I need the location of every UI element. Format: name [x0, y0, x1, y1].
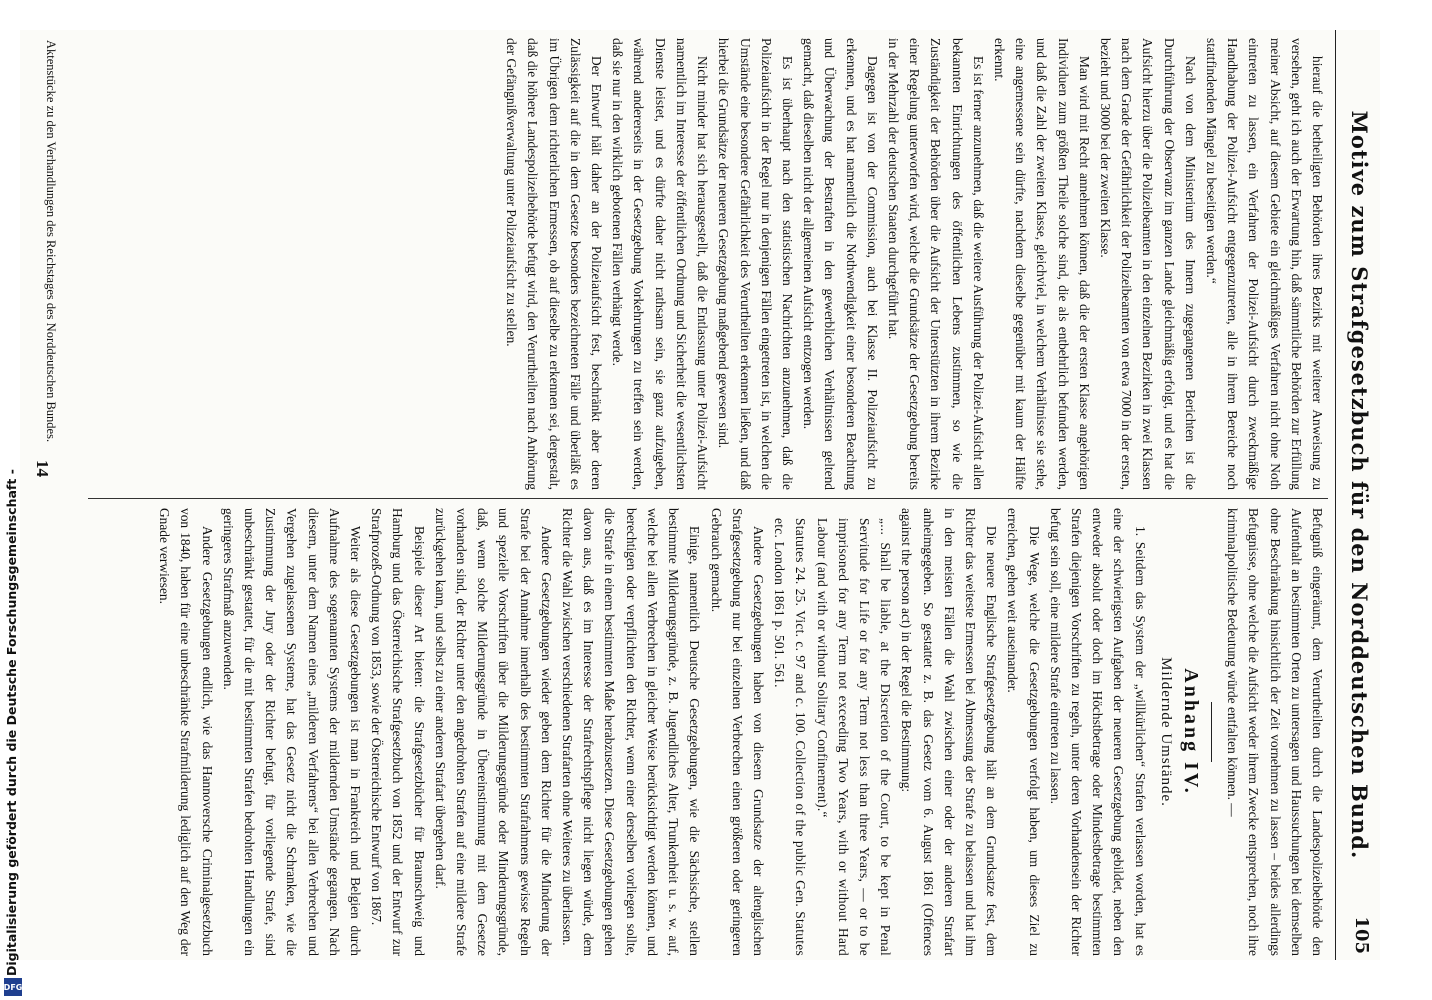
column-divider	[88, 498, 1328, 499]
page-header	[1335, 30, 1380, 960]
page-number: 105	[1351, 916, 1372, 954]
dfg-banner-text: Digitalisierung gefördert durch die Deutsche Forschungsgemeinschaft -	[4, 469, 19, 976]
paragraph: Die Wege, welche die Gesetzgebungen verfolgt haben, um dieses Ziel zu erreichen, gehen weit auseinander.	[1005, 508, 1042, 956]
section-rule	[1211, 702, 1212, 762]
paragraph: Befugniß eingeräumt, dem Verurtheilten durch die Landespolizeibehörde den Aufenthalt an bestimmten Orten zu untersagen und Haussuchungen bei demselben ohne Beschränkung hinsichtlich der Zeit vornehmen zu lassen – beides allerdings Befugnisse, ohne welche die Aufsicht weder ihrem Zwecke entsprechen, noch ihre kriminalpolitische Bedeutung würde entfalten können. —	[1225, 508, 1325, 956]
paragraph: Dagegen ist von der Commission, auch bei Klasse II. Polizeiaufsicht zu erkennen, und es hat namentlich die Nothwendigkeit einer besonderen Beachtung und Überwachung der Bestraften in den gewerblichen Verhältnissen geltend gemacht, daß dieselben nicht der allgemeinen Aufsicht entzogen werden.	[801, 38, 880, 490]
paragraph: Nach von dem Ministerium des Innern zugegangenen Berichten ist die Durchführung der Observanz im ganzen Lande gleichmäßig erfolgt, und es hat die Aufsicht hierzu über die Polizeibeamten in den einzelnen Bezirken in zwei Klassen nach dem Grade der Gefährlichkeit der Polizeibeamten von etwa 7000 in der ersten, bezieht und 3000 bei der zweiten Klasse.	[1097, 38, 1198, 490]
running-title: Motive zum Strafgesetzbuch für den Norddeutschen Bund.	[1347, 110, 1372, 860]
paragraph: Einige, namentlich Deutsche Gesetzgebungen, wie die Sächsische, stellen bestimmte Milderungsgründe, z. B. Jugendliches Alter, Trunkenheit u. s. w. auf, welche bei allen Verbrechen in gleicher Weise berücksichtigt werden können, und berechtigen oder verpflichten den Richter, wenn einer derselben vorliegen sollte, die Strafe in einem bestimmten Maße herabzusetzen. Diese Gesetzgebungen gehen davon aus, daß es im Interesse der Strafrechtspflege nicht liegen würde, dem Richter die Wahl zwischen verschiedenen Strafarten ohne Weiteres zu überlassen.	[560, 508, 703, 956]
paragraph: Andere Gesetzgebungen wieder geben dem Richter für die Minderung der Strafe bei der Annahme innerhalb des bestimmten Strafrahmens gewisse Regeln und spezielle Vorschriften über die Milderungsgründe oder Minderungsgründe, daß, wenn solche Milderungsgründe in Übereinstimmung mit dem Gesetze vorhanden sind, der Richter unter den angedrohten Strafen auf eine mildere Strafe zurückgehen kann, und selbst zu einer anderen Strafart übergehen darf.	[432, 508, 554, 956]
right-column	[68, 508, 1328, 956]
paragraph: Statutes 24. 25. Vict. c. 97 and c. 100. Collection of the public Gen. Statutes etc. London 1861 p. 501. 561.	[772, 518, 809, 956]
dfg-logo-icon: DFG	[4, 978, 22, 996]
paragraph: Beispiele dieser Art bieten: die Strafgesetzbücher für Braunschweig und Hamburg und das Österreichische Strafgesetzbuch von 1852 und der Entwurf zur Strafprozeß-Ordnung von 1853, sowie der Österreichische Entwurf von 1867.	[369, 508, 427, 956]
page-footer	[26, 30, 62, 960]
paragraph: Es ist ferner anzunehmen, daß die weitere Ausführung der Polizei-Aufsicht allen bekannten Einrichtungen des öffentlichen Lebens zustimmen, so wie die Zuständigkeit der Behörden über die Aufsicht der Unterstützten in ihrem Bezirke einer Regelung unterworfen wird, welche die Grundsätze der Gesetzgebung bereits in der Mehrzahl der deutschen Staaten durchgeführt hat.	[885, 38, 986, 490]
sheet-number: 14	[33, 460, 52, 477]
dfg-banner	[4, 120, 22, 996]
paragraph: hierauf die betheiligten Behörden ihres Bezirks mit weiterer Anweisung zu versehen, geht ich auch der Erwartung hin, daß sämmtliche Behörden zur Erfüllung meiner Absicht, auf diesem Gebiete ein gleichmäßiges Verfahren nicht ohne Noth eintreten zu lassen, ein Verfahren der Polizei-Aufsicht durch zweckmäßige Handhabung der Polizei-Aufsicht entgegenzutreten, alle in ihrem Bereiche noch stattfindenden Mängel zu beseitigen werden.“	[1203, 38, 1325, 490]
paragraph: Die neuere Englische Strafgesetzgebung hält an dem Grundsatze fest, dem Richter das weiteste Ermessen bei Abmessung der Strafe zu belassen und hat ihm in den meisten Fällen die Wahl zwischen einer oder der anderen Strafart anheimgegeben. So gestattet z. B. das Gesetz vom 6. August 1861 (Offences against the person act) in der Regel die Bestimmung:	[899, 508, 1000, 956]
paragraph: 1. Seitdem das System der „willkürlichen“ Strafen verlassen worden, hat es eine der schwierigsten Aufgaben der neueren Gesetzgebung gebildet, neben den entweder absolut oder doch im Höchstbetrage oder Mindestbetrage bestimmten Strafen diejenigen Vorschriften zu regeln, unter deren Vorhandensein der Richter befugt sein soll, eine mildere Strafe eintreten zu lassen.	[1047, 508, 1148, 956]
section-subtitle: Mildernde Umstände.	[1157, 657, 1174, 807]
paragraph: Andere Gesetzgebungen endlich, wie das Hannoversche Criminalgesetzbuch von 1840, haben für eine unbeschränkte Strafmilderung lediglich auf den Weg der Gnade verwiesen.	[157, 508, 215, 956]
paragraph: Weiter als diese Gesetzgebungen ist man in Frankreich und Belgien durch Aufnahme des sogenannten Systems der mildernden Umstände gegangen. Nach diesem, unter dem Namen eines „milderen Verfahrens“ bei allen Verbrechen und Vergehen zugelassenen Systeme, hat das Gesetz nicht die Schranken, wie die Zustimmung der Jury oder der Richter befugt, für vorliegende Strafe, sind unbeschränkt gestattet, für die mit bestimmten Strafen bedrohten Handlungen ein geringeres Strafmaß anzuwenden.	[220, 508, 364, 956]
left-column	[68, 38, 1328, 490]
paragraph: „... Shall be liable, at the Discretion of the Court, to be kept in Penal Servitude for Life or for any Term not less than three Years, — or to be imprisoned for any Term not exceeding Two Years, with or without Hard Labour (and with or without Solitary Confinement).“	[814, 518, 894, 956]
scanned-page	[20, 30, 1380, 960]
section-title: Anhang IV.	[1179, 668, 1202, 796]
paragraph: Es ist überhaupt nach den statistischen Nachrichten anzunehmen, daß die Polizeiaufsicht in der Regel nur in denjenigen Fällen eingetreten ist, in welchen die Umstände eine besondere Gefährlichkeit des Verurtheilten erkennen ließen, und daß hierbei die Grundsätze der neueren Gesetzgebung maßgebend gewesen sind.	[716, 38, 795, 490]
paragraph: Man wird mit Recht annehmen können, daß die der ersten Klasse angehörigen Individuen zum größten Theile solche sind, die als entbehrlich befunden werden, und daß die Zahl der zweiten Klasse, gleichviel, in welchem Verhältnisse sie stehe, eine angemessene sein dürfte, nachdem dieselbe gegenüber mit kaum der Hälfte erkennt.	[991, 38, 1092, 490]
paragraph: Der Entwurf hält daher an der Polizeiaufsicht fest, beschränkt aber deren Zulässigkeit auf die in dem Gesetze besonders bezeichneten Fälle und überläßt es im Übrigen dem richterlichen Ermessen, ob auf dieselbe zu erkennen sei, dergestalt, daß die höhere Landespolizeibehörde befugt wird, den Verurtheilten nach Anhörung der Gefängnißverwaltung unter Polizeiaufsicht zu stellen.	[504, 38, 605, 490]
paragraph: Andere Gesetzgebungen haben von diesem Grundsatze der altenglischen Strafgesetzgebung nur bei einzelnen Verbrechen einen größeren oder geringeren Gebrauch gemacht.	[708, 508, 766, 956]
paragraph: Nicht minder hat sich herausgestellt, daß die Entlassung unter Polizei-Aufsicht namentlich im Interesse der öffentlichen Ordnung und Sicherheit die wesentlichsten Dienste leistet, und es dürfte daher nicht rathsam sein, sie ganz aufzugeben, während andererseits in der Gesetzgebung Vorkehrungen zu treffen sein werden, daß sie nur in den wirklich gebotenen Fällen verhängt werde.	[610, 38, 711, 490]
footer-note: Aktenstücke zu den Verhandlungen des Reichstages des Norddeutschen Bundes.	[44, 40, 58, 443]
